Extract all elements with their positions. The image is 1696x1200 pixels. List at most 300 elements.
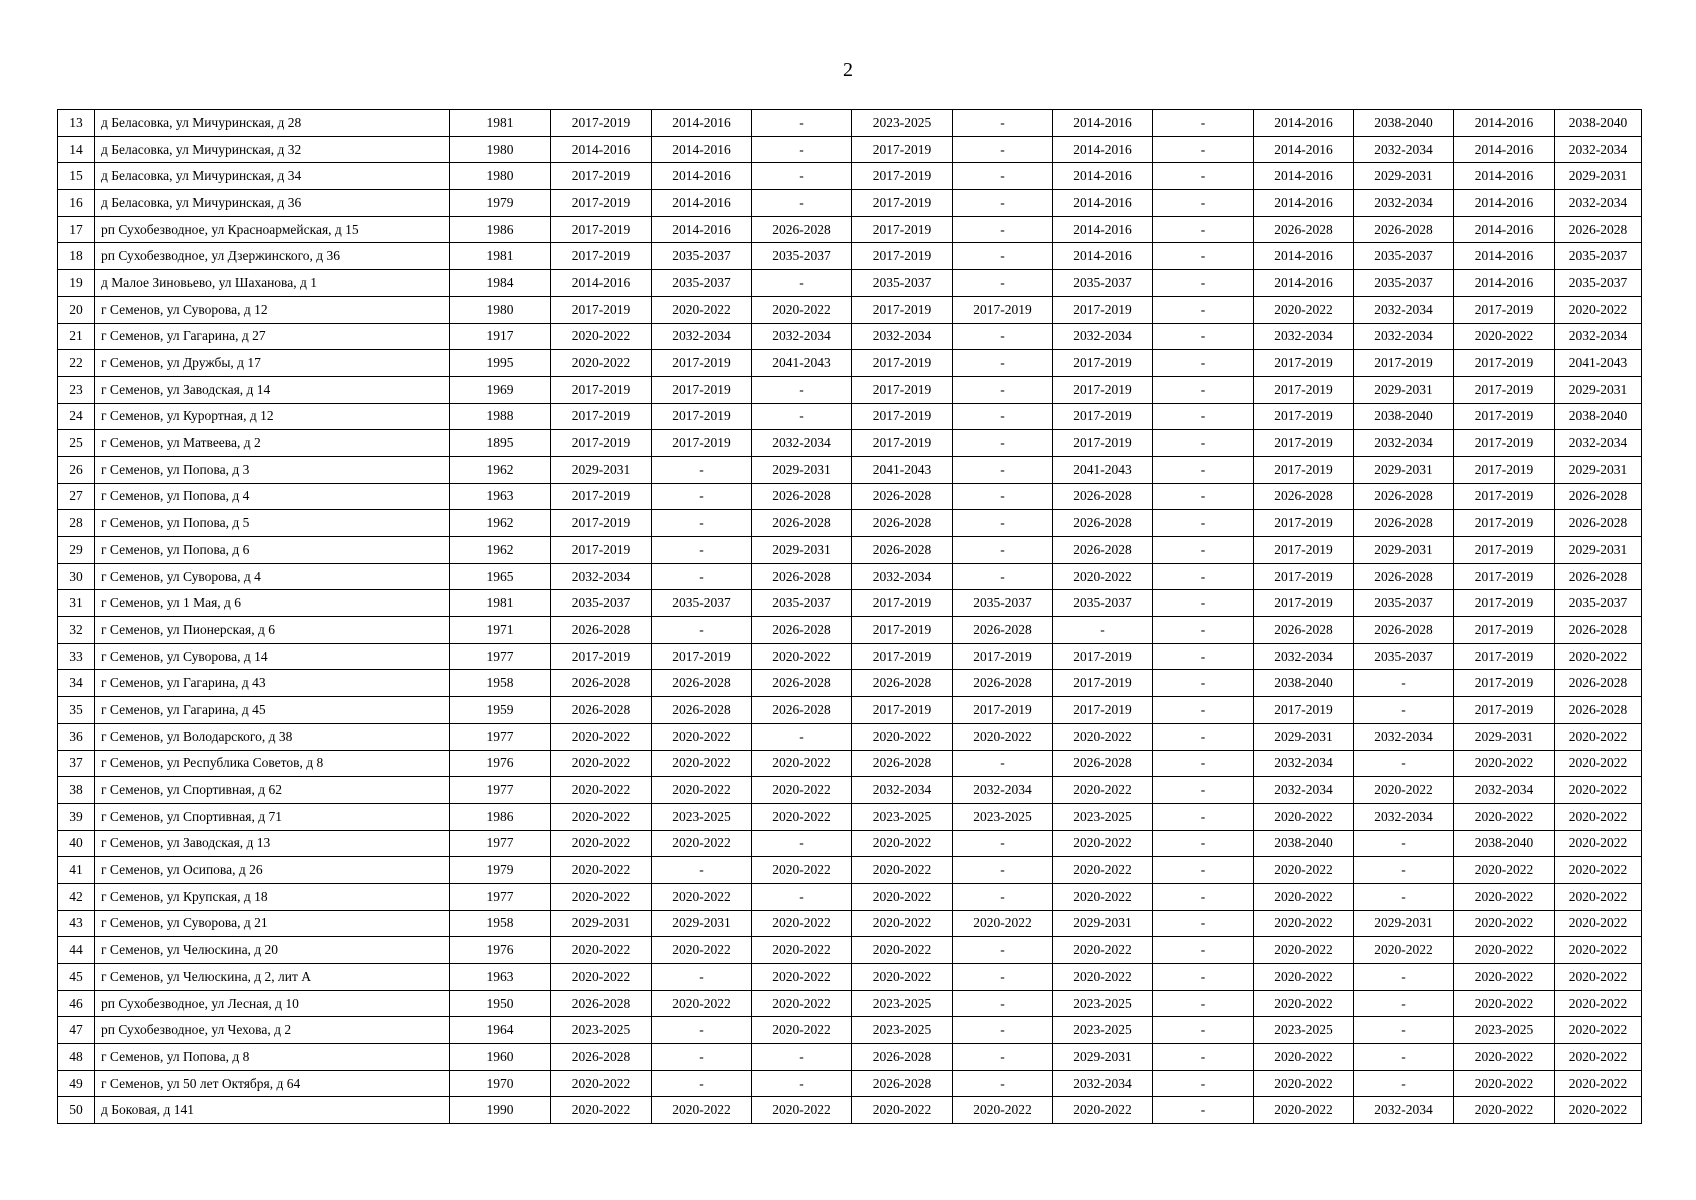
period-cell: -	[1153, 376, 1254, 403]
period-cell: 2029-2031	[1354, 163, 1454, 190]
period-cell: 2020-2022	[551, 830, 652, 857]
year-cell: 1980	[450, 163, 551, 190]
period-cell: 2032-2034	[1254, 323, 1354, 350]
period-cell: 2020-2022	[1555, 643, 1642, 670]
period-cell: 2014-2016	[1454, 110, 1555, 137]
period-cell: -	[652, 857, 752, 884]
period-cell: 2020-2022	[752, 990, 852, 1017]
period-cell: 2017-2019	[1454, 697, 1555, 724]
period-cell: 2023-2025	[953, 803, 1053, 830]
year-cell: 1962	[450, 510, 551, 537]
period-cell: -	[1153, 350, 1254, 377]
period-cell: 2026-2028	[1053, 483, 1153, 510]
period-cell: 2020-2022	[1254, 937, 1354, 964]
period-cell: -	[1153, 270, 1254, 297]
period-cell: 2017-2019	[852, 350, 953, 377]
period-cell: 2023-2025	[852, 803, 953, 830]
period-cell: 2026-2028	[1555, 483, 1642, 510]
period-cell: 2014-2016	[1053, 136, 1153, 163]
period-cell: -	[953, 216, 1053, 243]
period-cell: 2017-2019	[1454, 617, 1555, 644]
period-cell: 2014-2016	[1254, 190, 1354, 217]
period-cell: -	[953, 1017, 1053, 1044]
year-cell: 1984	[450, 270, 551, 297]
period-cell: 2014-2016	[551, 136, 652, 163]
period-cell: -	[652, 563, 752, 590]
address-cell: г Семенов, ул Суворова, д 4	[95, 563, 450, 590]
period-cell: 2035-2037	[752, 243, 852, 270]
period-cell: -	[752, 376, 852, 403]
row-number-cell: 25	[58, 430, 95, 457]
period-cell: 2020-2022	[1555, 883, 1642, 910]
period-cell: -	[752, 1044, 852, 1071]
period-cell: -	[752, 190, 852, 217]
period-cell: -	[953, 190, 1053, 217]
period-cell: 2026-2028	[1354, 216, 1454, 243]
period-cell: 2017-2019	[1053, 403, 1153, 430]
period-cell: 2017-2019	[1454, 376, 1555, 403]
year-cell: 1963	[450, 483, 551, 510]
period-cell: -	[1153, 296, 1254, 323]
table-row	[58, 617, 1642, 644]
row-number-cell: 14	[58, 136, 95, 163]
year-cell: 1981	[450, 243, 551, 270]
period-cell: 2023-2025	[1454, 1017, 1555, 1044]
period-cell: 2026-2028	[1354, 617, 1454, 644]
table-row	[58, 136, 1642, 163]
period-cell: 2020-2022	[852, 830, 953, 857]
period-cell: 2029-2031	[1053, 1044, 1153, 1071]
year-cell: 1958	[450, 910, 551, 937]
period-cell: 2017-2019	[1454, 510, 1555, 537]
year-cell: 1988	[450, 403, 551, 430]
row-number-cell: 49	[58, 1070, 95, 1097]
period-cell: 2026-2028	[752, 563, 852, 590]
row-number-cell: 22	[58, 350, 95, 377]
address-cell: г Семенов, ул Челюскина, д 2, лит А	[95, 964, 450, 991]
period-cell: 2020-2022	[1454, 1097, 1555, 1124]
period-cell: 2017-2019	[1454, 590, 1555, 617]
period-cell: 2017-2019	[551, 216, 652, 243]
period-cell: 2020-2022	[752, 296, 852, 323]
period-cell: -	[1354, 830, 1454, 857]
period-cell: 2026-2028	[1354, 563, 1454, 590]
period-cell: 2017-2019	[551, 430, 652, 457]
table-row	[58, 376, 1642, 403]
period-cell: 2026-2028	[852, 1044, 953, 1071]
period-cell: -	[953, 243, 1053, 270]
period-cell: 2035-2037	[852, 270, 953, 297]
address-cell: д Малое Зиновьево, ул Шаханова, д 1	[95, 270, 450, 297]
period-cell: 2038-2040	[1354, 110, 1454, 137]
period-cell: 2020-2022	[1555, 857, 1642, 884]
period-cell: 2020-2022	[1555, 910, 1642, 937]
period-cell: -	[953, 350, 1053, 377]
period-cell: 2017-2019	[551, 243, 652, 270]
period-cell: 2020-2022	[551, 750, 652, 777]
period-cell: 2020-2022	[1053, 563, 1153, 590]
period-cell: 2014-2016	[1454, 216, 1555, 243]
period-cell: -	[953, 110, 1053, 137]
year-cell: 1970	[450, 1070, 551, 1097]
period-cell: -	[1153, 777, 1254, 804]
period-cell: 2026-2028	[551, 697, 652, 724]
period-cell: -	[1153, 403, 1254, 430]
period-cell: 2017-2019	[1254, 350, 1354, 377]
period-cell: 2026-2028	[1555, 617, 1642, 644]
period-cell: 2017-2019	[852, 216, 953, 243]
period-cell: -	[1153, 937, 1254, 964]
period-cell: 2023-2025	[1254, 1017, 1354, 1044]
period-cell: -	[1153, 830, 1254, 857]
address-cell: г Семенов, ул Осипова, д 26	[95, 857, 450, 884]
row-number-cell: 41	[58, 857, 95, 884]
period-cell: 2017-2019	[1254, 510, 1354, 537]
period-cell: 2035-2037	[652, 270, 752, 297]
period-cell: 2017-2019	[1053, 296, 1153, 323]
period-cell: 2014-2016	[1454, 136, 1555, 163]
address-cell: г Семенов, ул Суворова, д 12	[95, 296, 450, 323]
period-cell: 2020-2022	[1354, 777, 1454, 804]
period-cell: 2026-2028	[752, 670, 852, 697]
period-cell: 2020-2022	[652, 723, 752, 750]
period-cell: -	[1153, 910, 1254, 937]
address-cell: д Беласовка, ул Мичуринская, д 36	[95, 190, 450, 217]
period-cell: 2017-2019	[1454, 643, 1555, 670]
period-cell: 2032-2034	[1555, 323, 1642, 350]
table-row	[58, 643, 1642, 670]
period-cell: 2029-2031	[752, 456, 852, 483]
period-cell: 2035-2037	[1555, 270, 1642, 297]
period-cell: 2032-2034	[1555, 136, 1642, 163]
year-cell: 1917	[450, 323, 551, 350]
address-cell: рп Сухобезводное, ул Чехова, д 2	[95, 1017, 450, 1044]
period-cell: -	[953, 537, 1053, 564]
period-cell: -	[953, 430, 1053, 457]
row-number-cell: 35	[58, 697, 95, 724]
period-cell: 2020-2022	[1254, 857, 1354, 884]
period-cell: 2014-2016	[1053, 216, 1153, 243]
period-cell: 2017-2019	[1254, 430, 1354, 457]
year-cell: 1980	[450, 296, 551, 323]
period-cell: 2017-2019	[1053, 697, 1153, 724]
period-cell: 2020-2022	[1053, 964, 1153, 991]
address-cell: г Семенов, ул Гагарина, д 45	[95, 697, 450, 724]
period-cell: 2017-2019	[1254, 697, 1354, 724]
address-cell: г Семенов, ул Заводская, д 13	[95, 830, 450, 857]
period-cell: 2032-2034	[652, 323, 752, 350]
period-cell: -	[953, 376, 1053, 403]
period-cell: 2029-2031	[1354, 456, 1454, 483]
period-cell: -	[1153, 216, 1254, 243]
period-cell: 2017-2019	[953, 296, 1053, 323]
period-cell: 2020-2022	[752, 1017, 852, 1044]
year-cell: 1977	[450, 777, 551, 804]
year-cell: 1958	[450, 670, 551, 697]
period-cell: -	[1153, 1070, 1254, 1097]
period-cell: 2020-2022	[1555, 990, 1642, 1017]
year-cell: 1971	[450, 617, 551, 644]
period-cell: 2020-2022	[752, 803, 852, 830]
period-cell: -	[1153, 1017, 1254, 1044]
period-cell: 2032-2034	[551, 563, 652, 590]
row-number-cell: 50	[58, 1097, 95, 1124]
period-cell: 2026-2028	[551, 990, 652, 1017]
period-cell: 2017-2019	[551, 163, 652, 190]
period-cell: 2041-2043	[852, 456, 953, 483]
period-cell: 2020-2022	[752, 857, 852, 884]
period-cell: -	[953, 1070, 1053, 1097]
period-cell: 2017-2019	[1354, 350, 1454, 377]
period-cell: 2026-2028	[752, 697, 852, 724]
table-row	[58, 990, 1642, 1017]
period-cell: 2029-2031	[1254, 723, 1354, 750]
period-cell: -	[1153, 537, 1254, 564]
address-cell: г Семенов, ул Республика Советов, д 8	[95, 750, 450, 777]
period-cell: 2032-2034	[1254, 750, 1354, 777]
period-cell: -	[1354, 990, 1454, 1017]
period-cell: 2029-2031	[1354, 537, 1454, 564]
year-cell: 1979	[450, 857, 551, 884]
period-cell: 2026-2028	[852, 670, 953, 697]
period-cell: 2017-2019	[652, 376, 752, 403]
period-cell: 2017-2019	[1454, 350, 1555, 377]
period-cell: 2032-2034	[752, 430, 852, 457]
year-cell: 1977	[450, 883, 551, 910]
period-cell: 2029-2031	[1053, 910, 1153, 937]
period-cell: 2020-2022	[652, 990, 752, 1017]
period-cell: 2014-2016	[652, 110, 752, 137]
period-cell: 2029-2031	[1555, 163, 1642, 190]
period-cell: 2017-2019	[852, 403, 953, 430]
period-cell: 2026-2028	[1053, 537, 1153, 564]
address-cell: г Семенов, ул Спортивная, д 62	[95, 777, 450, 804]
period-cell: 2026-2028	[1555, 563, 1642, 590]
period-cell: 2020-2022	[752, 750, 852, 777]
period-cell: -	[1153, 243, 1254, 270]
period-cell: -	[1153, 697, 1254, 724]
period-cell: 2035-2037	[652, 590, 752, 617]
period-cell: 2026-2028	[652, 670, 752, 697]
period-cell: -	[752, 163, 852, 190]
period-cell: 2020-2022	[852, 964, 953, 991]
period-cell: 2017-2019	[1454, 430, 1555, 457]
period-cell: 2020-2022	[1454, 857, 1555, 884]
period-cell: 2017-2019	[1254, 456, 1354, 483]
year-cell: 1960	[450, 1044, 551, 1071]
period-cell: 2020-2022	[752, 643, 852, 670]
period-cell: -	[1354, 1044, 1454, 1071]
year-cell: 1981	[450, 590, 551, 617]
year-cell: 1962	[450, 537, 551, 564]
period-cell: 2035-2037	[752, 590, 852, 617]
period-cell: -	[1354, 750, 1454, 777]
period-cell: 2020-2022	[1454, 323, 1555, 350]
period-cell: 2020-2022	[1454, 910, 1555, 937]
address-cell: г Семенов, ул Попова, д 8	[95, 1044, 450, 1071]
address-cell: рп Сухобезводное, ул Дзержинского, д 36	[95, 243, 450, 270]
table-row	[58, 1017, 1642, 1044]
period-cell: 2020-2022	[551, 777, 652, 804]
period-cell: -	[1153, 990, 1254, 1017]
period-cell: 2029-2031	[551, 456, 652, 483]
period-cell: -	[953, 163, 1053, 190]
period-cell: 2020-2022	[652, 777, 752, 804]
period-cell: -	[652, 617, 752, 644]
year-cell: 1976	[450, 750, 551, 777]
period-cell: 2020-2022	[1254, 1044, 1354, 1071]
period-cell: -	[1153, 136, 1254, 163]
period-cell: 2020-2022	[551, 803, 652, 830]
period-cell: 2035-2037	[1053, 590, 1153, 617]
row-number-cell: 20	[58, 296, 95, 323]
period-cell: 2020-2022	[1254, 1097, 1354, 1124]
period-cell: 2017-2019	[1254, 563, 1354, 590]
address-cell: д Беласовка, ул Мичуринская, д 34	[95, 163, 450, 190]
address-cell: г Семенов, ул Володарского, д 38	[95, 723, 450, 750]
period-cell: -	[953, 403, 1053, 430]
period-cell: 2020-2022	[551, 857, 652, 884]
row-number-cell: 28	[58, 510, 95, 537]
period-cell: 2017-2019	[852, 697, 953, 724]
table-row	[58, 670, 1642, 697]
period-cell: 2020-2022	[1555, 1070, 1642, 1097]
year-cell: 1981	[450, 110, 551, 137]
period-cell: -	[1153, 1044, 1254, 1071]
year-cell: 1965	[450, 563, 551, 590]
table-row	[58, 537, 1642, 564]
period-cell: -	[752, 830, 852, 857]
row-number-cell: 32	[58, 617, 95, 644]
year-cell: 1979	[450, 190, 551, 217]
period-cell: -	[652, 1044, 752, 1071]
period-cell: 2029-2031	[1555, 376, 1642, 403]
period-cell: 2020-2022	[652, 296, 752, 323]
period-cell: 2014-2016	[1454, 270, 1555, 297]
year-cell: 1980	[450, 136, 551, 163]
period-cell: -	[953, 270, 1053, 297]
period-cell: 2035-2037	[551, 590, 652, 617]
table-row	[58, 697, 1642, 724]
table-row	[58, 563, 1642, 590]
period-cell: -	[652, 537, 752, 564]
period-cell: 2017-2019	[1053, 670, 1153, 697]
address-cell: г Семенов, ул Пионерская, д 6	[95, 617, 450, 644]
period-cell: 2017-2019	[652, 403, 752, 430]
period-cell: 2014-2016	[1454, 243, 1555, 270]
period-cell: 2017-2019	[1053, 643, 1153, 670]
period-cell: 2020-2022	[652, 937, 752, 964]
period-cell: 2014-2016	[652, 163, 752, 190]
row-number-cell: 42	[58, 883, 95, 910]
period-cell: 2020-2022	[852, 857, 953, 884]
year-cell: 1895	[450, 430, 551, 457]
period-cell: 2020-2022	[1555, 296, 1642, 323]
row-number-cell: 38	[58, 777, 95, 804]
row-number-cell: 17	[58, 216, 95, 243]
period-cell: 2032-2034	[1454, 777, 1555, 804]
period-cell: 2032-2034	[1354, 723, 1454, 750]
period-cell: 2032-2034	[1053, 323, 1153, 350]
period-cell: 2014-2016	[1254, 110, 1354, 137]
period-cell: 2035-2037	[1354, 243, 1454, 270]
period-cell: 2017-2019	[652, 643, 752, 670]
period-cell: -	[1153, 964, 1254, 991]
period-cell: 2026-2028	[852, 483, 953, 510]
period-cell: -	[1153, 483, 1254, 510]
period-cell: 2020-2022	[1254, 1070, 1354, 1097]
period-cell: 2026-2028	[1555, 510, 1642, 537]
period-cell: 2020-2022	[1053, 883, 1153, 910]
period-cell: 2035-2037	[652, 243, 752, 270]
period-cell: 2035-2037	[1354, 590, 1454, 617]
row-number-cell: 27	[58, 483, 95, 510]
row-number-cell: 24	[58, 403, 95, 430]
period-cell: -	[1153, 510, 1254, 537]
address-cell: г Семенов, ул Матвеева, д 2	[95, 430, 450, 457]
table-row	[58, 1097, 1642, 1124]
period-cell: 2029-2031	[551, 910, 652, 937]
period-cell: -	[953, 510, 1053, 537]
period-cell: 2023-2025	[852, 110, 953, 137]
period-cell: 2041-2043	[752, 350, 852, 377]
period-cell: 2017-2019	[1454, 483, 1555, 510]
table-row	[58, 296, 1642, 323]
row-number-cell: 45	[58, 964, 95, 991]
period-cell: -	[953, 857, 1053, 884]
period-cell: 2029-2031	[1555, 456, 1642, 483]
row-number-cell: 31	[58, 590, 95, 617]
table-row	[58, 910, 1642, 937]
row-number-cell: 21	[58, 323, 95, 350]
period-cell: 2017-2019	[1254, 376, 1354, 403]
period-cell: 2017-2019	[852, 296, 953, 323]
address-cell: г Семенов, ул Спортивная, д 71	[95, 803, 450, 830]
period-cell: 2020-2022	[1053, 830, 1153, 857]
period-cell: 2017-2019	[953, 643, 1053, 670]
period-cell: 2017-2019	[551, 510, 652, 537]
period-cell: 2020-2022	[953, 723, 1053, 750]
period-cell: 2026-2028	[1053, 750, 1153, 777]
period-cell: 2017-2019	[551, 296, 652, 323]
row-number-cell: 19	[58, 270, 95, 297]
period-cell: 2017-2019	[551, 110, 652, 137]
address-cell: г Семенов, ул Гагарина, д 43	[95, 670, 450, 697]
year-cell: 1977	[450, 723, 551, 750]
year-cell: 1963	[450, 964, 551, 991]
period-cell: 2014-2016	[1053, 110, 1153, 137]
period-cell: -	[752, 403, 852, 430]
period-cell: -	[1153, 563, 1254, 590]
period-cell: 2020-2022	[852, 883, 953, 910]
table-body	[58, 110, 1642, 1124]
row-number-cell: 36	[58, 723, 95, 750]
period-cell: 2020-2022	[1555, 723, 1642, 750]
period-cell: 2023-2025	[852, 1017, 953, 1044]
period-cell: 2014-2016	[1254, 136, 1354, 163]
period-cell: -	[752, 883, 852, 910]
period-cell: 2017-2019	[953, 697, 1053, 724]
period-cell: 2026-2028	[1254, 216, 1354, 243]
period-cell: -	[1153, 110, 1254, 137]
period-cell: 2026-2028	[1354, 510, 1454, 537]
period-cell: 2020-2022	[1053, 723, 1153, 750]
period-cell: 2020-2022	[1053, 1097, 1153, 1124]
period-cell: 2032-2034	[1354, 323, 1454, 350]
period-cell: 2026-2028	[752, 617, 852, 644]
table-row	[58, 883, 1642, 910]
address-cell: г Семенов, ул Гагарина, д 27	[95, 323, 450, 350]
